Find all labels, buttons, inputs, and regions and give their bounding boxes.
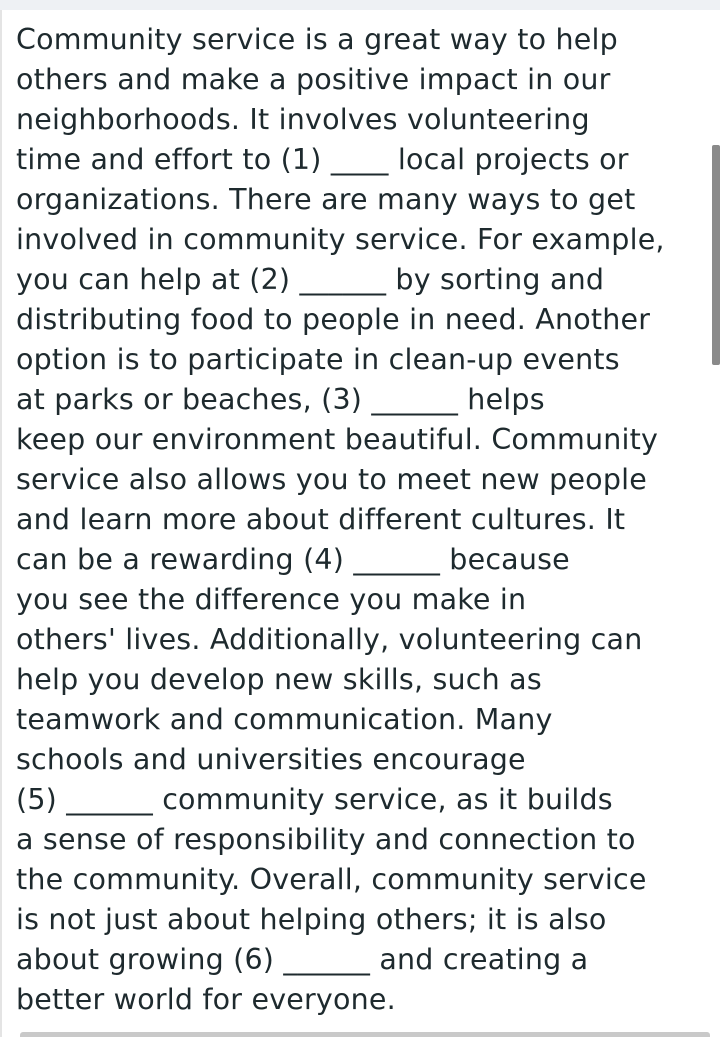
passage-line-17: help you develop new skills, such as	[16, 663, 542, 696]
passage-line-5: organizations. There are many ways to get	[16, 183, 636, 216]
passage-line-14: can be a rewarding (4) ______ because	[16, 543, 570, 576]
passage-line-8: distributing food to people in need. Another	[16, 303, 651, 336]
passage-line-3: neighborhoods. It involves volunteering	[16, 103, 590, 136]
scrollbar-thumb[interactable]	[712, 145, 720, 365]
passage-line-22: the community. Overall, community service	[16, 863, 647, 896]
passage-line-7: you can help at (2) ______ by sorting and	[16, 263, 605, 296]
passage-line-21: a sense of responsibility and connection to	[16, 823, 636, 856]
passage-line-24: about growing (6) ______ and creating a	[16, 943, 589, 976]
passage-line-4: time and effort to (1) ____ local projects or	[16, 143, 629, 176]
passage-text	[16, 20, 708, 1020]
passage-line-18: teamwork and communication. Many	[16, 703, 553, 736]
passage-line-9: option is to participate in clean-up events	[16, 343, 620, 376]
passage-line-15: you see the difference you make in	[16, 583, 527, 616]
passage-line-11: keep our environment beautiful. Community	[16, 423, 659, 456]
passage-line-25: better world for everyone.	[16, 983, 396, 1016]
passage-line-16: others' lives. Additionally, volunteering can	[16, 623, 643, 656]
passage-line-10: at parks or beaches, (3) ______ helps	[16, 383, 545, 416]
passage-line-6: involved in community service. For example,	[16, 223, 665, 256]
passage-line-1: Community service is a great way to help	[16, 23, 618, 56]
passage-line-23: is not just about helping others; it is also	[16, 903, 607, 936]
passage-line-20: (5) ______ community service, as it builds	[16, 783, 613, 816]
passage-line-12: service also allows you to meet new people	[16, 463, 647, 496]
passage-line-19: schools and universities encourage	[16, 743, 526, 776]
bottom-edge-bar	[20, 1032, 710, 1037]
top-strip	[0, 0, 720, 10]
passage-line-13: and learn more about different cultures. It	[16, 503, 626, 536]
passage-line-2: others and make a positive impact in our	[16, 63, 611, 96]
